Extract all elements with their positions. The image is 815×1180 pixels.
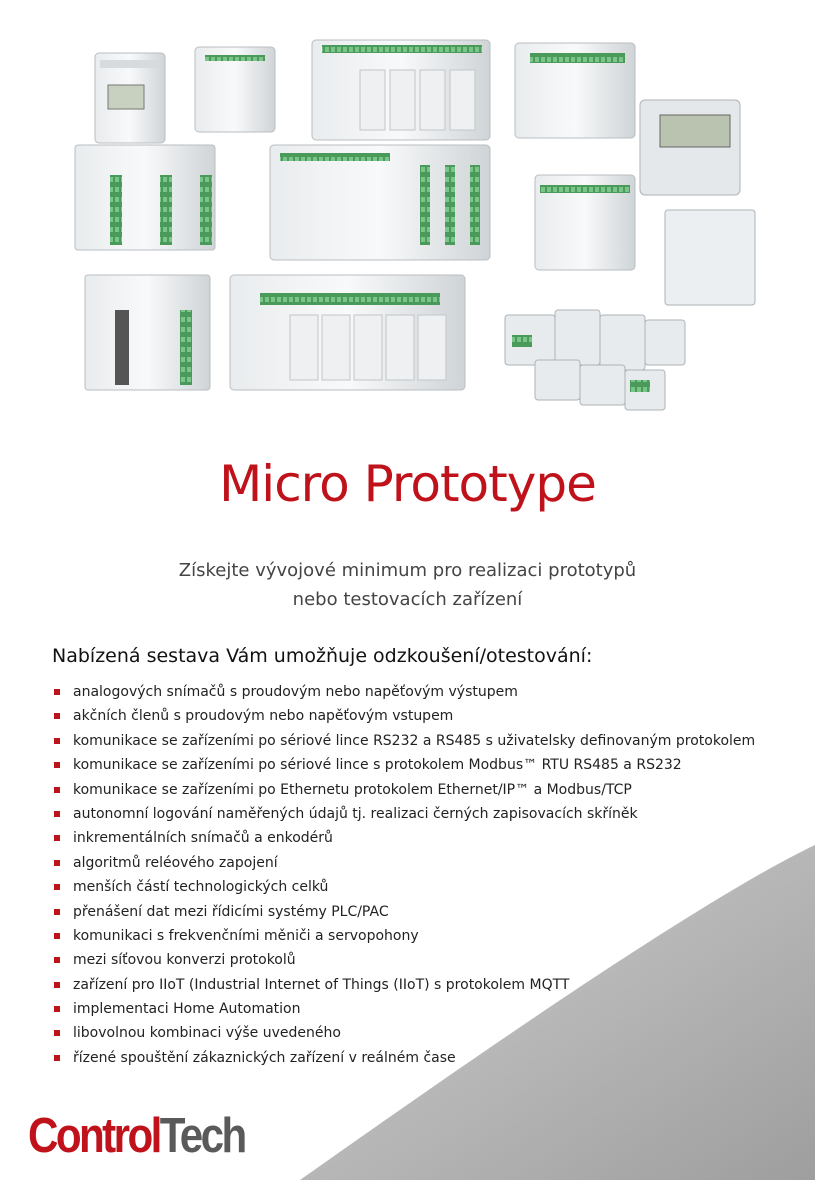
- list-item-text: komunikace se zařízeními po sériové lince s protokolem Modbus™ RTU RS485 a RS232: [73, 757, 682, 774]
- list-item-text: libovolnou kombinaci výše uvedeného: [73, 1025, 341, 1042]
- logo-part-tech: Tech: [159, 1109, 245, 1163]
- list-item-text: přenášení dat mezi řídicími systémy PLC/PAC: [73, 903, 389, 920]
- list-item: [52, 729, 755, 753]
- list-item: [52, 948, 755, 972]
- list-item: [52, 1021, 755, 1045]
- list-item-text: autonomní logování naměřených údajů tj. realizaci černých zapisovacích skříněk: [73, 805, 638, 822]
- list-item: [52, 826, 755, 850]
- list-item: [52, 704, 755, 728]
- logo-part-control: Control: [28, 1109, 160, 1163]
- list-item-text: inkrementálních snímačů a enkodérů: [73, 830, 333, 847]
- bullet-square-icon: [54, 689, 60, 695]
- list-item-text: komunikaci s frekvenčními měniči a servopohony: [73, 927, 419, 944]
- bullet-square-icon: [54, 884, 60, 890]
- list-item: [52, 875, 755, 899]
- bullet-square-icon: [54, 762, 60, 768]
- controltech-logo: [28, 1108, 245, 1164]
- list-item-text: menších částí technologických celků: [73, 879, 329, 896]
- bullet-square-icon: [54, 811, 60, 817]
- bullet-square-icon: [54, 860, 60, 866]
- subtitle-line-2: nebo testovacích zařízení: [292, 589, 523, 610]
- subtitle: [0, 556, 815, 614]
- list-item: [52, 997, 755, 1021]
- list-item-text: algoritmů reléového zapojení: [73, 854, 278, 871]
- list-item: [52, 900, 755, 924]
- list-item: [52, 924, 755, 948]
- list-item: [52, 753, 755, 777]
- list-item: [52, 973, 755, 997]
- plc-small-lcd: [95, 53, 165, 143]
- list-item-text: komunikace se zařízeními po Ethernetu protokolem Ethernet/IP™ a Modbus/TCP: [73, 781, 632, 798]
- list-item-text: mezi síťovou konverzi protokolů: [73, 952, 296, 969]
- list-item-text: řízené spouštění zákaznických zařízení v reálném čase: [73, 1049, 456, 1066]
- feature-list: [52, 680, 755, 1070]
- list-item-text: implementaci Home Automation: [73, 1001, 301, 1018]
- bullet-square-icon: [54, 1030, 60, 1036]
- bullet-square-icon: [54, 933, 60, 939]
- list-item-text: akčních členů s proudovým nebo napěťovým vstupem: [73, 708, 454, 725]
- bullet-square-icon: [54, 787, 60, 793]
- bullet-square-icon: [54, 835, 60, 841]
- list-item: [52, 1046, 755, 1070]
- list-item-text: komunikace se zařízeními po sériové lince RS232 a RS485 s uživatelsky definovaným protokolem: [73, 732, 756, 749]
- lead-heading: Nabízená sestava Vám umožňuje odzkoušení/otestování:: [52, 645, 593, 667]
- bullet-square-icon: [54, 982, 60, 988]
- list-item: [52, 680, 755, 704]
- bullet-square-icon: [54, 738, 60, 744]
- bullet-square-icon: [54, 1006, 60, 1012]
- subtitle-line-1: Získejte vývojové minimum pro realizaci prototypů: [178, 560, 637, 581]
- product-photo: [60, 25, 760, 415]
- list-item: [52, 851, 755, 875]
- bullet-square-icon: [54, 1055, 60, 1061]
- bullet-square-icon: [54, 713, 60, 719]
- list-item-text: analogových snímačů s proudovým nebo napěťovým výstupem: [73, 684, 518, 700]
- list-item: [52, 778, 755, 802]
- bullet-square-icon: [54, 909, 60, 915]
- bullet-square-icon: [54, 957, 60, 963]
- page-title: Micro Prototype: [219, 455, 596, 513]
- list-item: [52, 802, 755, 826]
- list-item-text: zařízení pro IIoT (Industrial Internet of Things (IIoT) s protokolem MQTT: [73, 976, 570, 993]
